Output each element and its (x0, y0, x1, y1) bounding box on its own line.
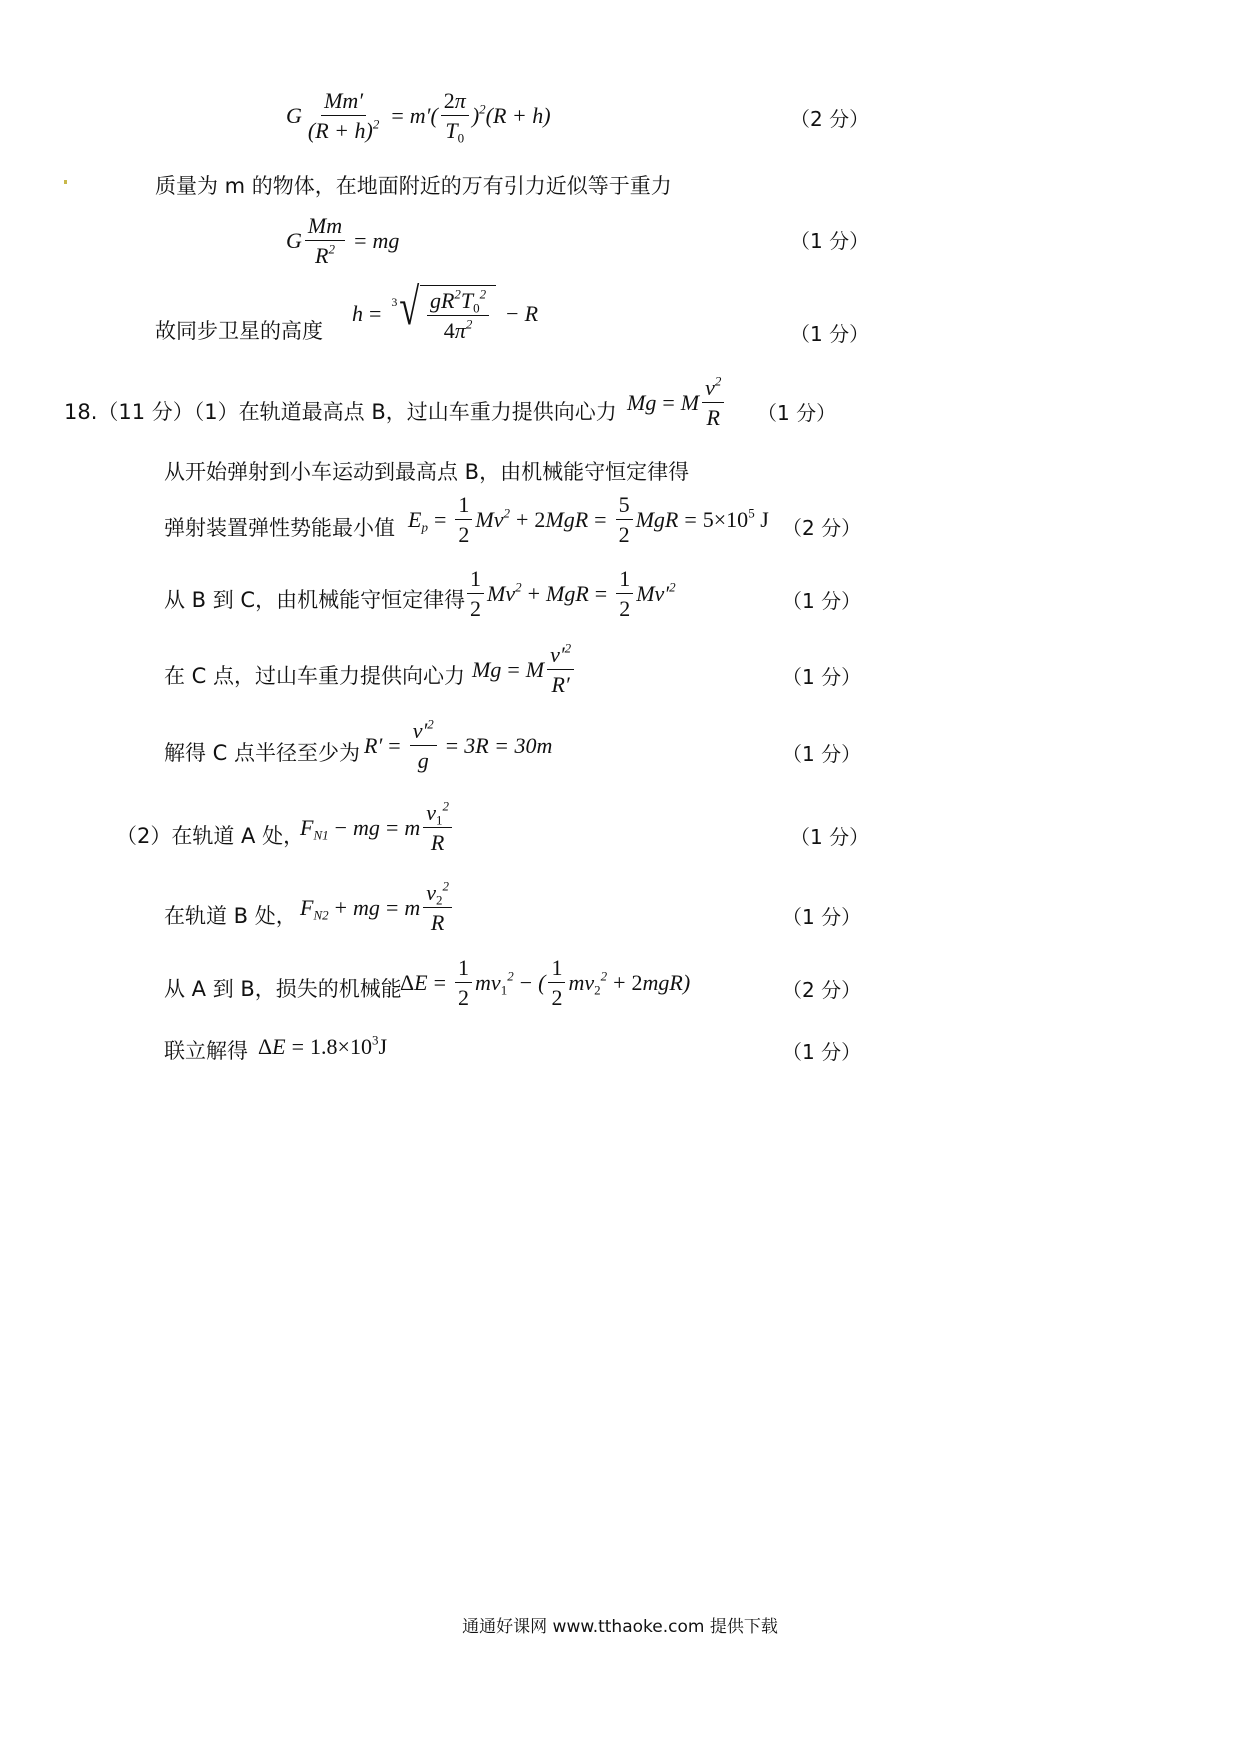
score-label: （1 分） (782, 905, 862, 929)
score-label: （1 分） (757, 401, 837, 425)
radius-value: 3R = 30m (464, 732, 553, 758)
text-b-to-c: 从 B 到 C，由机械能守恒定律得 (164, 588, 466, 612)
equation-b-to-c: $\frac{1}{2}$ Mv$^2$ + MgR = $\frac{1}{2}$ $Mv'^2$ (464, 566, 676, 622)
text-part2-b: 在轨道 B 处， (164, 904, 297, 928)
scan-dot (64, 180, 67, 184)
score-label: （1 分） (782, 742, 862, 766)
text-height: 故同步卫星的高度 (155, 319, 323, 343)
equation-orbit: G $\frac{Mm'}{(R + h)^2}$ = m′( $\frac{2\pi}{T_0}$ )$^2$(R + h) (286, 88, 551, 146)
equation-part2-a: $F_{N1}$ − mg = m $\frac{v_1^2}{R}$ (300, 800, 455, 856)
score-label: （1 分） (782, 589, 862, 613)
text-a-to-b: 从 A 到 B，损失的机械能 (164, 977, 402, 1001)
footer-source: 通通好课网 www.tthaoke.com 提供下载 (462, 1617, 778, 1637)
score-label: （1 分） (790, 825, 870, 849)
text-part2-a: （2）在轨道 A 处， (116, 824, 305, 848)
score-label: （1 分） (790, 322, 870, 346)
delta-e-exponent: 3 (371, 1032, 379, 1048)
text-mass-gravity: 质量为 m 的物体，在地面附近的万有引力近似等于重力 (155, 174, 672, 198)
delta-e-value: 1.8×10 (310, 1034, 372, 1059)
ep-exponent: 5 (748, 505, 755, 521)
text-at-c: 在 C 点，过山车重力提供向心力 (164, 664, 466, 688)
score-label: （2 分） (790, 107, 870, 131)
text-ep: 弹射装置弹性势能最小值 (164, 516, 395, 540)
equation-gravity-mg: G $\frac{Mm}{R^2}$ = mg (286, 213, 400, 269)
equation-a-to-b: ΔE = $\frac{1}{2}$ $mv_1^2$ − ( $\frac{1}{2}$ $mv_2^2$ + 2mgR) (400, 955, 691, 1011)
ep-value: 5×10 (702, 506, 749, 532)
equation-delta-e: ΔE = $1.8\times 10^3J$ (258, 1032, 388, 1059)
equation-ep: $E_p$ = $\frac{1}{2}$ Mv$^2$ + 2MgR = $\frac{5}{2}$ MgR = $5\times 10^5$ J (408, 492, 769, 548)
question-18-heading: 18.（11 分）（1）在轨道最高点 B，过山车重力提供向心力 (64, 400, 617, 424)
score-label: （2 分） (782, 516, 862, 540)
delta-e-unit: J (378, 1034, 388, 1059)
equation-at-c: Mg = M $\frac{v'^2}{R'}$ (472, 642, 577, 698)
score-label: （1 分） (782, 1040, 862, 1064)
score-label: （2 分） (782, 978, 862, 1002)
score-label: （1 分） (790, 229, 870, 253)
text-radius: 解得 C 点半径至少为 (164, 741, 361, 765)
equation-height: h = 3 √ $\frac{gR^2T_0^2}{4\pi^2}$ − R (352, 279, 539, 344)
equation-part2-b: $F_{N2}$ + mg = m $\frac{v_2^2}{R}$ (300, 880, 455, 936)
score-label: （1 分） (782, 665, 862, 689)
equation-radius: R′ = $\frac{v'^2}{g}$ = 3R = 30m (364, 716, 553, 774)
ep-unit: J (760, 506, 769, 532)
text-energy-conservation: 从开始弹射到小车运动到最高点 B，由机械能守恒定律得 (164, 460, 690, 484)
text-solve: 联立解得 (164, 1039, 248, 1063)
equation-top-point: Mg = M $\frac{v^2}{R}$ (627, 375, 727, 431)
